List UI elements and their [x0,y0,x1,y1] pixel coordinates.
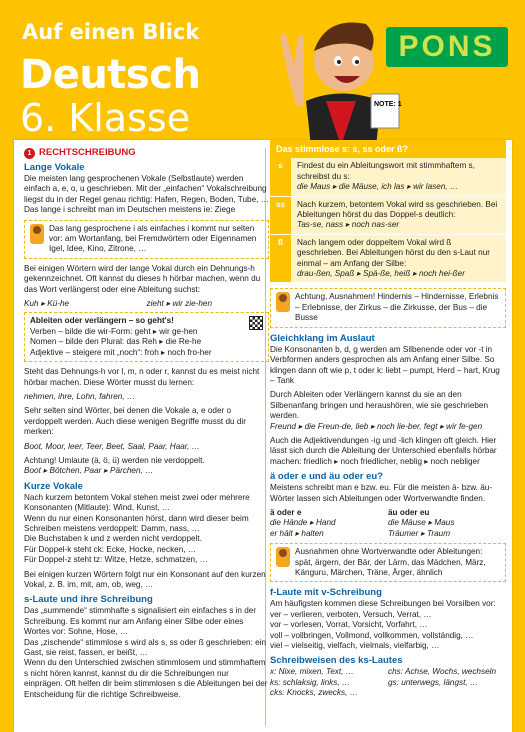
rule-text [291,235,506,283]
example-row [24,299,269,309]
ks-cell: cks: Knocks, zwecks, … [270,688,358,698]
paragraph: Auch die Adjektivendungen -ig und -lich klingen oft gleich. Hier lässt sich durch die Ableitung der Unterschied ebenfalls hörbar machen: friedlich ▸ noch friedlicher, neblig ▸ noch nebliger [270,435,497,466]
s-rule-row [270,235,506,284]
ae-table [270,508,506,539]
ks-cell: gs: unterwegs, längst, … [388,677,479,687]
mascot-icon [276,547,290,567]
table-cell: die Mäuse ▸ Maus [388,518,455,528]
header [0,0,525,150]
paragraph: Für Doppel-z steht tz: Witze, Hetze, schmatzen, … [24,555,208,565]
table-cell: Träumer ▸ Traum [388,528,451,538]
mascot-icon [276,292,290,312]
note-paper-text: NOTE: 1 [374,101,402,108]
table-header: ä oder e [270,507,302,517]
section-number: 1 [24,148,35,159]
rule-key: s [270,158,291,195]
heading-gleichklang: Gleichklang im Auslaut [270,332,375,344]
rule-text [291,197,506,234]
tip-text: Das lang gesprochene i als einfaches i kommt nur selten vor: am Wortanfang, bei Fremdwörtern oder Eigennamen Igel, Idee, Kino, Zitrone, … [49,223,257,254]
paragraph: Sehr selten sind Wörter, bei denen die Vokale a, e oder o verdoppelt werden. Auch diese wenigen Begriffe musst du dir merken: [24,406,246,437]
mascot-icon [30,224,44,244]
ks-cell: chs: Achse, Wochs, wechseln [388,667,496,677]
exception-text: Ausnahmen ohne Wortverwandte oder Ableitungen: spät, ärgern, der Bär, der Lärm, das Mädchen, März, Känguru, Märchen, Träne, Ärger, ähnlich [295,547,486,577]
s-rule-table [270,140,506,283]
example: Kuh ▸ Kü-he [24,299,70,309]
s-rule-row [270,158,506,196]
rule-box [24,312,269,362]
ks-table [270,667,506,698]
paragraph: Wenn du nur einen Konsonanten hörst, dann wird dieser beim Schreiben meistens verdoppelt: Damm, nass, … [24,513,249,533]
paragraph: Bei einigen kurzen Wörtern folgt nur ein Konsonant auf den kurzen Vokal, z. B. im, mit, am, ob, weg, … [24,569,266,589]
heading-s-laute: s-Laute und ihre Schreibung [24,594,153,606]
heading-ks-laut: Schreibweisen des ks-Lautes [270,655,403,667]
paragraph: Bei einigen Wörtern wird der lange Vokal durch ein Dehnungs-h gekennzeichnet. Oft kannst du dieses h hörbar machen, wenn du das Wort verlängerst oder eine Ableitung suchst: [24,263,261,294]
rule-example: die Maus ▸ die Mäuse, ich las ▸ wir lasen, … [297,182,459,192]
rule-example: drau-ßen, Spaß ▸ Spä-ße, heiß ▸ noch hei-ßer [297,269,465,279]
rule-desc: Nach kurzem, betontem Vokal wird ss geschrieben. Bei Ableitungen hörst du das Doppel-s deutlich: [297,199,498,220]
paragraph: Meistens schreibt man e bzw. eu. Für die meisten ä- bzw. äu-Wörter lassen sich Ableitungen oder Wortverwandte finden. [270,483,493,503]
paragraph: Die Konsonanten b, d, g werden am Silbenende oder vor -t in Verbformen anders gesprochen als am Anfang einer Silbe. So klingen dann oft wie p, t oder k: liebt – pumpt, Herd – hart, Krug – Tank [270,344,500,385]
example: zieht ▸ wir zie-hen [146,299,213,309]
header-subtitle: Auf einen Blick [22,20,200,44]
rule-title: Ableiten oder verlängern – so geht's! [30,316,174,326]
header-grade: 6. Klasse [20,96,191,140]
paragraph: Für Doppel-k steht ck: Ecke, Hocke, necken, … [24,544,197,554]
rule-line: Verben – bilde die wir-Form: geht ▸ wir ge-hen [30,326,198,336]
table-cell: die Hände ▸ Hand [270,518,336,528]
content-panel [14,140,512,732]
f-example-line: viel – vielseitig, vielfach, vielmals, vielfarbig, … [270,641,440,651]
checkered-flag-icon [249,316,263,330]
paragraph: Am häufigsten kommen diese Schreibungen bei Vorsilben vor: [270,599,496,609]
rule-example: Tas-se, nass ▸ noch nas-ser [297,220,400,230]
paragraph: Das „zischende“ stimmlose s wird als s, ss oder ß geschrieben: ein Gast, sie reist, fassen, er beißt, … [24,637,267,658]
example: Boot ▸ Bötchen, Paar ▸ Pärchen, … [24,466,154,476]
table-cell: er hält ▸ halten [270,528,324,538]
paragraph: Steht das Dehnungs-h vor l, m, n oder r, kannst du es meist nicht hörbar machen. Diese Wörter musst du lernen: [24,367,260,387]
paragraph: Die meisten lang gesprochenen Vokale (Selbstlaute) werden einfach a, e, o, u geschrieben. Mit der „einfachen“ Vokalschreibung liegst du in der Regel genau richtig: Hafen, Regen, Boden, Tube, … Das lange i schreibt man im Deutschen meistens ie: Ziege [24,174,269,215]
example: Boot, Moor, leer, Teer, Beet, Saal, Paar, Haar, … [24,441,200,451]
paragraph: Durch Ableiten oder Verlängern kannst du sie an den Silbenanfang bringen und heraushören, wie sie geschrieben werden. [270,390,489,421]
rule-key: ss [270,197,291,234]
rule-line: Adjektive – steigere mit „noch“: froh ▸ noch fro-her [30,347,212,357]
heading-f-laute: f-Laute mit v-Schreibung [270,587,382,599]
section-title: RECHTSCHREIBUNG [39,147,136,159]
paragraph: Achtung! Umlaute (ä, ö, ü) werden nie verdoppelt. [24,455,205,465]
right-column [270,144,506,703]
heading-kurze-vokale: Kurze Vokale [24,480,83,492]
tip-box [24,220,269,259]
rule-key: ß [270,235,291,283]
paragraph: Das „summende“ stimmhafte s signalisiert ein einfaches s in der Schreibung. Es kommt nur am Anfang einer Silbe oder eines Wortes vor: Sohne, Hose, … [24,606,257,637]
table-header: äu oder eu [388,507,430,517]
paragraph: Wenn du den Unterschied zwischen stimmlosem und stimmhaftem s nicht hören kannst, kannst du dir die Schreibungen nur einprägen. Oft helfen dir beim stimmlosen s die Ableitungen bei der Entscheidung für die richtige Schreibweise. [24,658,268,699]
rule-desc: Nach langem oder doppeltem Vokal wird ß geschrieben. Bei Ableitungen hörst du den s-Laut nur einmal – am Anfang der Silbe: [297,237,490,268]
f-example-line: vor – vorlesen, Vorrat, Vorsicht, Vorfahrt, … [270,620,428,630]
rule-text [291,158,506,195]
f-example-line: ver – verlieren, verboten, Versuch, Verrat, … [270,609,432,619]
tip-box [270,288,506,327]
paragraph: Nach kurzem betontem Vokal stehen meist zwei oder mehrere Konsonanten (Mitlaute): Wind, Kunst, … [24,492,250,513]
heading-ae-eu: ä oder e und äu oder eu? [270,471,383,483]
section-heading [24,148,269,159]
rule-desc: Findest du ein Ableitungswort mit stimmhaftem s, schreibst du s: [297,161,475,181]
f-example-line: voll – vollbringen, Vollmond, vollkommen, vollständig, … [270,630,474,640]
pons-logo: PONS [386,27,508,67]
header-title: Deutsch [20,52,201,98]
ks-cell: ks: schlaksig, links, … [270,677,351,687]
left-column [24,148,269,704]
s-rule-row [270,197,506,235]
tip-text: Achtung, Ausnahmen! Hindernis – Hindernisse, Erlebnis – Erlebnisse, der Zirkus – die Zirkusse, der Bus – die Busse [295,292,499,323]
heading-lange-vokale: Lange Vokale [24,162,85,173]
example: Freund ▸ die Freun-de, lieb ▸ noch lie-ber, fegt ▸ wir fe-gen [270,421,483,431]
ks-cell: x: Nixe, mixen, Text, … [270,667,354,677]
paragraph: Die Buchstaben k und z werden nicht verdoppelt. [24,534,202,544]
example: nehmen, ihre, Lohn, fahren, … [24,391,136,401]
rule-line: Nomen – bilde den Plural: das Reh ▸ die Re-he [30,337,202,347]
table-caption: Das stimmlose s: s, ss oder ß? [270,140,506,158]
exception-box [270,543,506,582]
